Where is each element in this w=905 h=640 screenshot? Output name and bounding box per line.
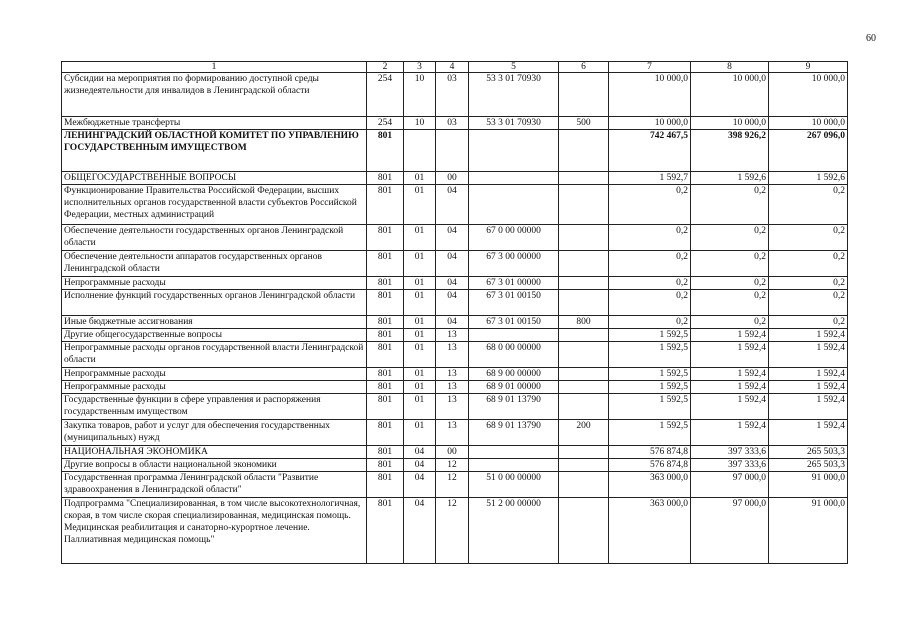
target-article-cell: 53 3 01 70930 xyxy=(469,73,559,117)
table-row xyxy=(62,172,848,185)
amount-year1-cell: 0,2 xyxy=(609,185,691,225)
amount-year3-cell: 1 592,4 xyxy=(769,329,848,342)
section-cell: 01 xyxy=(404,368,436,381)
section-cell xyxy=(404,130,436,172)
section-cell: 01 xyxy=(404,342,436,368)
section-cell: 01 xyxy=(404,251,436,277)
ministry-code-cell: 801 xyxy=(367,368,404,381)
table-row xyxy=(62,73,848,117)
subsection-cell: 04 xyxy=(436,316,469,329)
amount-year2-cell: 0,2 xyxy=(691,316,769,329)
expense-type-cell: 200 xyxy=(559,420,609,446)
row-name-cell: Подпрограмма "Специализированная, в том числе высокотехнологичная, скорая, в том числе скорая специализированная, медицинская помощь. Медицинская реабилитация и санаторно-курортное лечение. Паллиативная медицинская помощь" xyxy=(62,498,367,564)
amount-year1-cell: 1 592,7 xyxy=(609,172,691,185)
expense-type-cell xyxy=(559,342,609,368)
target-article-cell: 67 3 00 00000 xyxy=(469,251,559,277)
row-name-cell: Иные бюджетные ассигнования xyxy=(62,316,367,329)
column-header: 5 xyxy=(469,62,559,73)
amount-year2-cell: 0,2 xyxy=(691,185,769,225)
amount-year3-cell: 0,2 xyxy=(769,290,848,316)
amount-year3-cell: 0,2 xyxy=(769,225,848,251)
subsection-cell: 03 xyxy=(436,73,469,117)
section-cell: 01 xyxy=(404,185,436,225)
amount-year1-cell: 576 874,8 xyxy=(609,446,691,459)
amount-year1-cell: 742 467,5 xyxy=(609,130,691,172)
column-header: 4 xyxy=(436,62,469,73)
row-name-cell: Непрограммные расходы xyxy=(62,368,367,381)
amount-year1-cell: 363 000,0 xyxy=(609,498,691,564)
amount-year3-cell: 1 592,4 xyxy=(769,368,848,381)
table-header-row xyxy=(62,62,848,73)
amount-year2-cell: 1 592,4 xyxy=(691,420,769,446)
section-cell: 01 xyxy=(404,172,436,185)
ministry-code-cell: 801 xyxy=(367,130,404,172)
target-article-cell: 68 9 01 00000 xyxy=(469,381,559,394)
target-article-cell: 51 0 00 00000 xyxy=(469,472,559,498)
subsection-cell: 13 xyxy=(436,342,469,368)
target-article-cell xyxy=(469,446,559,459)
amount-year2-cell: 0,2 xyxy=(691,290,769,316)
ministry-code-cell: 801 xyxy=(367,472,404,498)
target-article-cell xyxy=(469,130,559,172)
expense-type-cell xyxy=(559,368,609,381)
subsection-cell: 03 xyxy=(436,117,469,130)
subsection-cell xyxy=(436,130,469,172)
subsection-cell: 04 xyxy=(436,290,469,316)
section-cell: 10 xyxy=(404,73,436,117)
amount-year3-cell: 0,2 xyxy=(769,316,848,329)
row-name-cell: Исполнение функций государственных органов Ленинградской области xyxy=(62,290,367,316)
subsection-cell: 00 xyxy=(436,172,469,185)
expense-type-cell xyxy=(559,394,609,420)
target-article-cell: 68 9 00 00000 xyxy=(469,368,559,381)
subsection-cell: 00 xyxy=(436,446,469,459)
column-header: 9 xyxy=(769,62,848,73)
amount-year2-cell: 1 592,4 xyxy=(691,381,769,394)
expense-type-cell xyxy=(559,130,609,172)
table-row xyxy=(62,342,848,368)
amount-year1-cell: 0,2 xyxy=(609,225,691,251)
amount-year1-cell: 0,2 xyxy=(609,277,691,290)
subsection-cell: 12 xyxy=(436,472,469,498)
amount-year2-cell: 1 592,4 xyxy=(691,394,769,420)
amount-year3-cell: 265 503,3 xyxy=(769,459,848,472)
expense-type-cell xyxy=(559,381,609,394)
section-cell: 01 xyxy=(404,329,436,342)
row-name-cell: Обеспечение деятельности аппаратов государственных органов Ленинградской области xyxy=(62,251,367,277)
expense-type-cell xyxy=(559,251,609,277)
ministry-code-cell: 801 xyxy=(367,381,404,394)
subsection-cell: 04 xyxy=(436,277,469,290)
column-header: 2 xyxy=(367,62,404,73)
ministry-code-cell: 801 xyxy=(367,290,404,316)
amount-year2-cell: 10 000,0 xyxy=(691,117,769,130)
page-number: 60 xyxy=(866,33,876,44)
table-row xyxy=(62,498,848,564)
section-cell: 04 xyxy=(404,446,436,459)
amount-year1-cell: 0,2 xyxy=(609,316,691,329)
amount-year1-cell: 1 592,5 xyxy=(609,342,691,368)
expense-type-cell: 500 xyxy=(559,117,609,130)
expense-type-cell xyxy=(559,459,609,472)
row-name-cell: Непрограммные расходы органов государственной власти Ленинградской области xyxy=(62,342,367,368)
expense-type-cell xyxy=(559,329,609,342)
amount-year2-cell: 1 592,4 xyxy=(691,368,769,381)
amount-year1-cell: 1 592,5 xyxy=(609,394,691,420)
ministry-code-cell: 801 xyxy=(367,394,404,420)
ministry-code-cell: 801 xyxy=(367,459,404,472)
amount-year3-cell: 0,2 xyxy=(769,277,848,290)
amount-year2-cell: 1 592,6 xyxy=(691,172,769,185)
column-header: 1 xyxy=(62,62,367,73)
expense-type-cell xyxy=(559,472,609,498)
table-row xyxy=(62,117,848,130)
table-row xyxy=(62,316,848,329)
table-row xyxy=(62,381,848,394)
amount-year1-cell: 1 592,5 xyxy=(609,420,691,446)
expense-type-cell xyxy=(559,185,609,225)
section-cell: 04 xyxy=(404,459,436,472)
amount-year2-cell: 0,2 xyxy=(691,251,769,277)
amount-year3-cell: 1 592,4 xyxy=(769,394,848,420)
table-row xyxy=(62,394,848,420)
ministry-code-cell: 801 xyxy=(367,172,404,185)
table-row xyxy=(62,329,848,342)
budget-table xyxy=(61,61,848,564)
ministry-code-cell: 254 xyxy=(367,73,404,117)
row-name-cell: Государственная программа Ленинградской области "Развитие здравоохранения в Ленинградской области" xyxy=(62,472,367,498)
amount-year3-cell: 91 000,0 xyxy=(769,472,848,498)
amount-year2-cell: 0,2 xyxy=(691,277,769,290)
amount-year2-cell: 1 592,4 xyxy=(691,329,769,342)
subsection-cell: 04 xyxy=(436,225,469,251)
amount-year3-cell: 0,2 xyxy=(769,251,848,277)
section-cell: 01 xyxy=(404,381,436,394)
table-row xyxy=(62,472,848,498)
amount-year2-cell: 97 000,0 xyxy=(691,472,769,498)
subsection-cell: 04 xyxy=(436,251,469,277)
subsection-cell: 13 xyxy=(436,368,469,381)
amount-year1-cell: 363 000,0 xyxy=(609,472,691,498)
subsection-cell: 04 xyxy=(436,185,469,225)
table-row xyxy=(62,225,848,251)
amount-year3-cell: 10 000,0 xyxy=(769,117,848,130)
column-header: 6 xyxy=(559,62,609,73)
amount-year3-cell: 1 592,4 xyxy=(769,342,848,368)
expense-type-cell xyxy=(559,498,609,564)
expense-type-cell xyxy=(559,446,609,459)
amount-year3-cell: 0,2 xyxy=(769,185,848,225)
table-row xyxy=(62,277,848,290)
column-header: 8 xyxy=(691,62,769,73)
ministry-code-cell: 801 xyxy=(367,316,404,329)
expense-type-cell xyxy=(559,172,609,185)
target-article-cell: 67 0 00 00000 xyxy=(469,225,559,251)
ministry-code-cell: 801 xyxy=(367,446,404,459)
target-article-cell: 67 3 01 00150 xyxy=(469,316,559,329)
section-cell: 04 xyxy=(404,498,436,564)
ministry-code-cell: 801 xyxy=(367,225,404,251)
section-cell: 01 xyxy=(404,277,436,290)
amount-year1-cell: 576 874,8 xyxy=(609,459,691,472)
ministry-code-cell: 801 xyxy=(367,277,404,290)
table-row xyxy=(62,130,848,172)
target-article-cell: 68 9 01 13790 xyxy=(469,394,559,420)
amount-year2-cell: 397 333,6 xyxy=(691,446,769,459)
expense-type-cell xyxy=(559,73,609,117)
row-name-cell: Обеспечение деятельности государственных органов Ленинградской области xyxy=(62,225,367,251)
row-name-cell: Государственные функции в сфере управления и распоряжения государственным имуществом xyxy=(62,394,367,420)
amount-year2-cell: 10 000,0 xyxy=(691,73,769,117)
row-name-cell: ОБЩЕГОСУДАРСТВЕННЫЕ ВОПРОСЫ xyxy=(62,172,367,185)
subsection-cell: 12 xyxy=(436,498,469,564)
subsection-cell: 13 xyxy=(436,381,469,394)
amount-year2-cell: 97 000,0 xyxy=(691,498,769,564)
section-cell: 01 xyxy=(404,394,436,420)
amount-year1-cell: 0,2 xyxy=(609,251,691,277)
section-cell: 10 xyxy=(404,117,436,130)
target-article-cell: 68 0 00 00000 xyxy=(469,342,559,368)
amount-year3-cell: 267 096,0 xyxy=(769,130,848,172)
section-cell: 01 xyxy=(404,225,436,251)
row-name-cell: Функционирование Правительства Российской Федерации, высших исполнительных органов государственной власти субъектов Российской Федерации, местных администраций xyxy=(62,185,367,225)
amount-year1-cell: 10 000,0 xyxy=(609,117,691,130)
ministry-code-cell: 801 xyxy=(367,251,404,277)
subsection-cell: 13 xyxy=(436,420,469,446)
section-cell: 01 xyxy=(404,290,436,316)
table-row xyxy=(62,420,848,446)
amount-year1-cell: 1 592,5 xyxy=(609,368,691,381)
amount-year1-cell: 1 592,5 xyxy=(609,329,691,342)
row-name-cell: Субсидии на мероприятия по формированию доступной среды жизнедеятельности для инвалидов в Ленинградской области xyxy=(62,73,367,117)
amount-year3-cell: 1 592,4 xyxy=(769,381,848,394)
row-name-cell: Другие общегосударственные вопросы xyxy=(62,329,367,342)
row-name-cell: Закупка товаров, работ и услуг для обеспечения государственных (муниципальных) нужд xyxy=(62,420,367,446)
table-row xyxy=(62,251,848,277)
row-name-cell: Другие вопросы в области национальной экономики xyxy=(62,459,367,472)
amount-year1-cell: 0,2 xyxy=(609,290,691,316)
expense-type-cell xyxy=(559,225,609,251)
subsection-cell: 12 xyxy=(436,459,469,472)
table-row xyxy=(62,290,848,316)
row-name-cell: НАЦИОНАЛЬНАЯ ЭКОНОМИКА xyxy=(62,446,367,459)
target-article-cell xyxy=(469,329,559,342)
ministry-code-cell: 801 xyxy=(367,420,404,446)
ministry-code-cell: 801 xyxy=(367,342,404,368)
amount-year3-cell: 1 592,4 xyxy=(769,420,848,446)
row-name-cell: Непрограммные расходы xyxy=(62,277,367,290)
section-cell: 04 xyxy=(404,472,436,498)
amount-year2-cell: 0,2 xyxy=(691,225,769,251)
target-article-cell: 51 2 00 00000 xyxy=(469,498,559,564)
amount-year3-cell: 10 000,0 xyxy=(769,73,848,117)
amount-year3-cell: 91 000,0 xyxy=(769,498,848,564)
table-row xyxy=(62,368,848,381)
ministry-code-cell: 801 xyxy=(367,185,404,225)
target-article-cell xyxy=(469,172,559,185)
amount-year2-cell: 1 592,4 xyxy=(691,342,769,368)
column-header: 3 xyxy=(404,62,436,73)
subsection-cell: 13 xyxy=(436,329,469,342)
expense-type-cell: 800 xyxy=(559,316,609,329)
target-article-cell: 68 9 01 13790 xyxy=(469,420,559,446)
target-article-cell: 67 3 01 00150 xyxy=(469,290,559,316)
column-header: 7 xyxy=(609,62,691,73)
target-article-cell: 53 3 01 70930 xyxy=(469,117,559,130)
target-article-cell: 67 3 01 00000 xyxy=(469,277,559,290)
row-name-cell: Непрограммные расходы xyxy=(62,381,367,394)
table-row xyxy=(62,446,848,459)
subsection-cell: 13 xyxy=(436,394,469,420)
table-row xyxy=(62,185,848,225)
ministry-code-cell: 801 xyxy=(367,329,404,342)
row-name-cell: Межбюджетные трансферты xyxy=(62,117,367,130)
ministry-code-cell: 254 xyxy=(367,117,404,130)
table-row xyxy=(62,459,848,472)
target-article-cell xyxy=(469,185,559,225)
row-name-cell: ЛЕНИНГРАДСКИЙ ОБЛАСТНОЙ КОМИТЕТ ПО УПРАВЛЕНИЮ ГОСУДАРСТВЕННЫМ ИМУЩЕСТВОМ xyxy=(62,130,367,172)
amount-year1-cell: 10 000,0 xyxy=(609,73,691,117)
expense-type-cell xyxy=(559,277,609,290)
expense-type-cell xyxy=(559,290,609,316)
amount-year2-cell: 397 333,6 xyxy=(691,459,769,472)
section-cell: 01 xyxy=(404,420,436,446)
ministry-code-cell: 801 xyxy=(367,498,404,564)
section-cell: 01 xyxy=(404,316,436,329)
amount-year3-cell: 265 503,3 xyxy=(769,446,848,459)
amount-year2-cell: 398 926,2 xyxy=(691,130,769,172)
target-article-cell xyxy=(469,459,559,472)
amount-year3-cell: 1 592,6 xyxy=(769,172,848,185)
amount-year1-cell: 1 592,5 xyxy=(609,381,691,394)
